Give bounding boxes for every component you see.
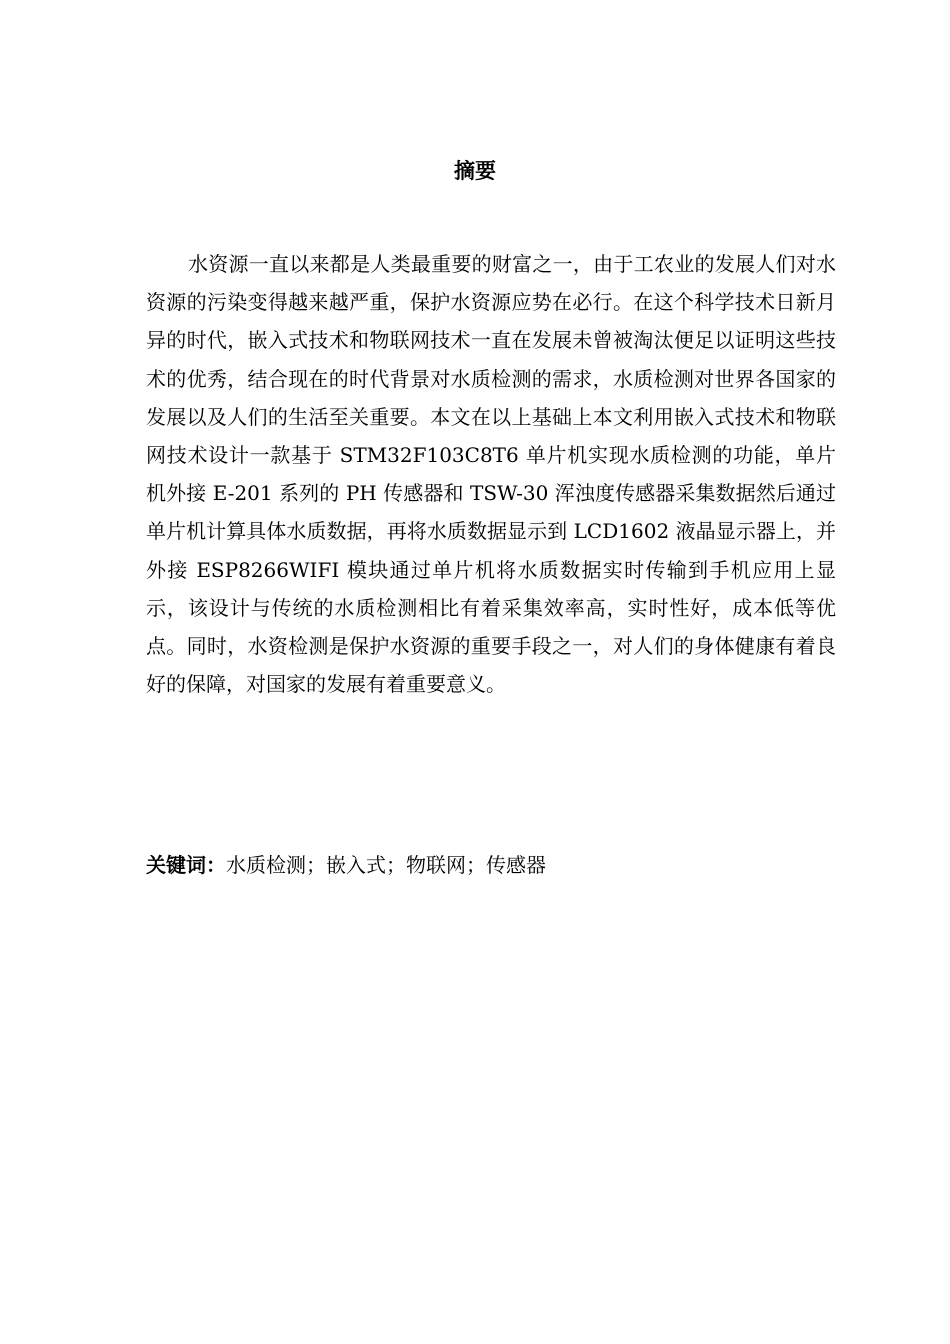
abstract-paragraph: 水资源一直以来都是人类最重要的财富之一，由于工农业的发展人们对水资源的污染变得越来越严重，保护水资源应势在必行。在这个科学技术日新月异的时代，嵌入式技术和物联网技术一直在发展未曾被淘汰便足以证明这些技术的优秀，结合现在的时代背景对水质检测的需求，水质检测对世界各国家的发展以及人们的生活至关重要。本文在以上基础上本文利用嵌入式技术和物联网技术设计一款基于 STM32F103C8T6 单片机实现水质检测的功能，单片机外接 E-201 系列的 PH 传感器和 TSW-30 浑浊度传感器采集数据然后通过单片机计算具体水质数据，再将水质数据显示到 LCD1602 液晶显示器上，并外接 ESP8266WIFI 模块通过单片机将水质数据实时传输到手机应用上显示，该设计与传统的水质检测相比有着采集效率高，实时性好，成本低等优点。同时，水资检测是保护水资源的重要手段之一，对人们的身体健康有着良好的保障，对国家的发展有着重要意义。 [146, 252, 836, 697]
abstract-title: 摘要 [454, 159, 496, 183]
keywords-line [146, 848, 836, 882]
keywords-label: 关键词： [146, 853, 226, 877]
keywords-list: 水质检测；嵌入式；物联网；传感器 [226, 853, 546, 877]
